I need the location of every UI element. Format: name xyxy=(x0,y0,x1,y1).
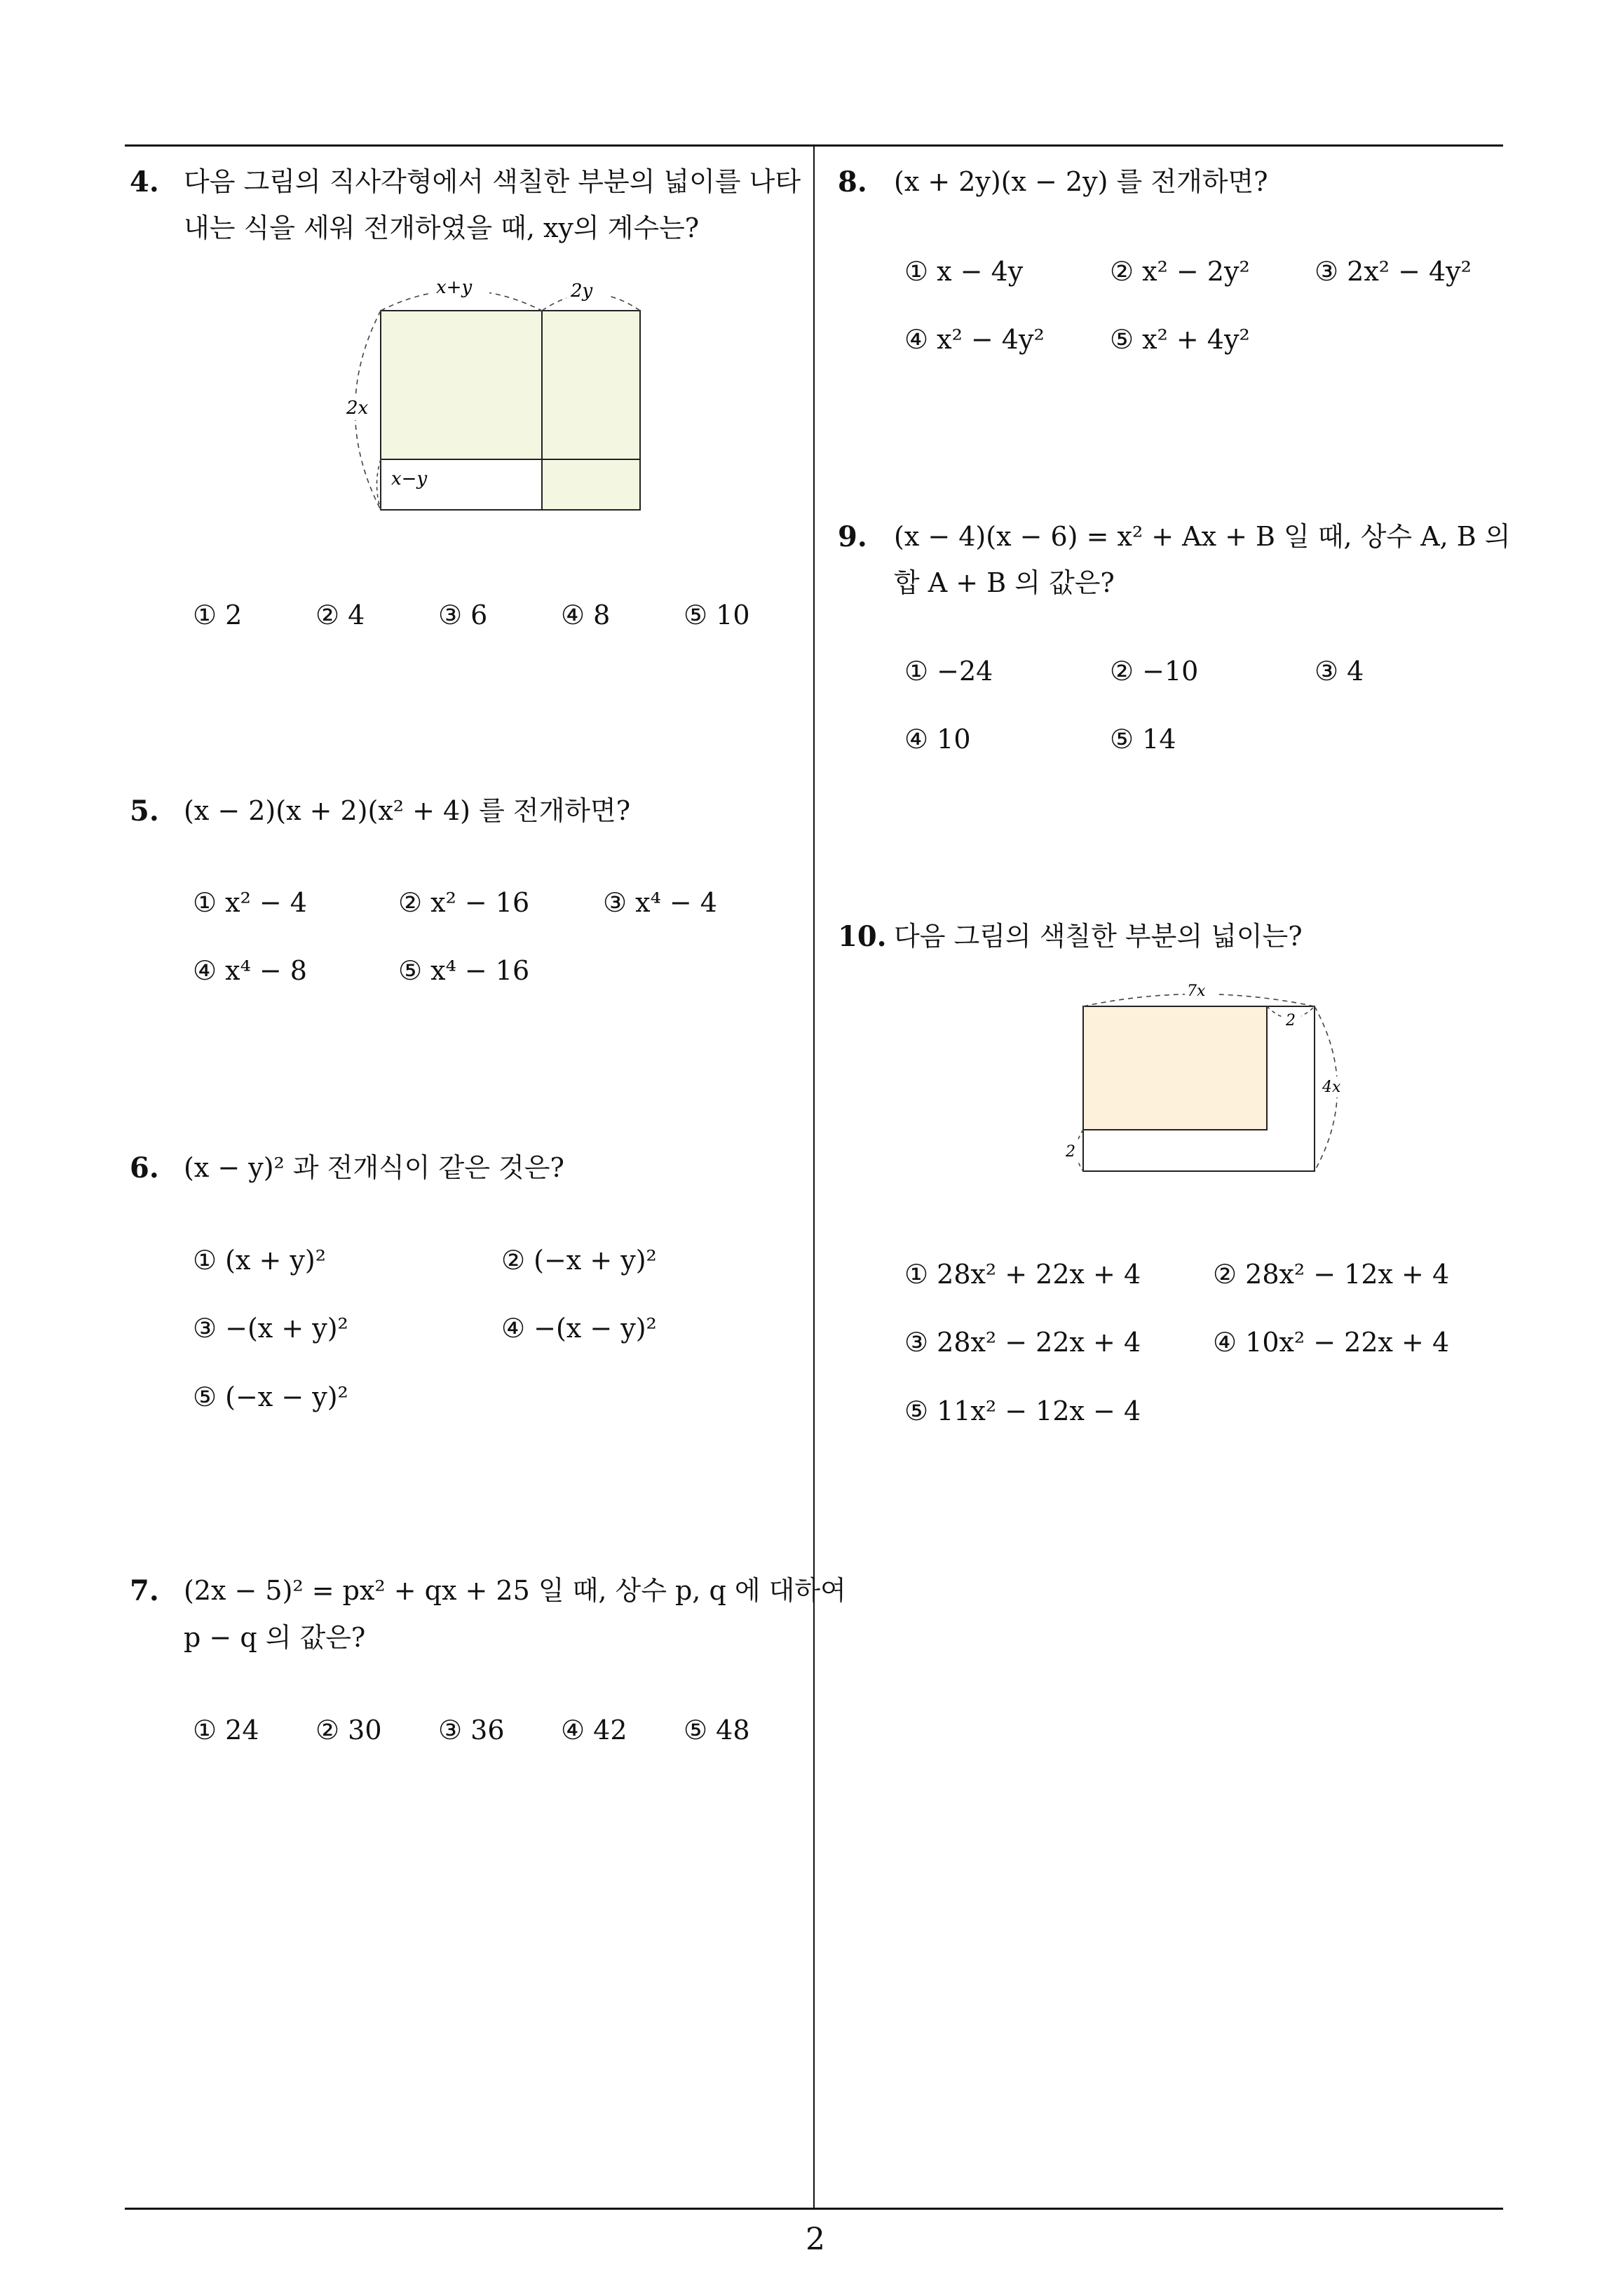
label-2y: 2y xyxy=(571,281,593,302)
shaded-region xyxy=(542,311,640,510)
question-text-line: (x − 2)(x + 2)(x² + 4) 를 전개하면? xyxy=(184,795,631,826)
question-number: 9. xyxy=(838,520,867,553)
choice-1[interactable]: ① (x + y)² xyxy=(193,1245,326,1276)
question-number: 5. xyxy=(130,795,159,828)
choice-5[interactable]: ⑤ 14 xyxy=(1110,724,1176,755)
choice-2[interactable]: ② x² − 2y² xyxy=(1110,256,1250,287)
label-2x: 2x xyxy=(346,398,369,419)
choice-1[interactable]: ① 24 xyxy=(193,1715,259,1745)
question-text-line: (x − 4)(x − 6) = x² + Ax + B 일 때, 상수 A, B 의 xyxy=(894,521,1511,552)
shaded-region xyxy=(1083,1006,1267,1130)
choice-3[interactable]: ③ 2x² − 4y² xyxy=(1315,256,1472,287)
choice-4[interactable]: ④ 10x² − 22x + 4 xyxy=(1213,1327,1450,1358)
choice-2[interactable]: ② (−x + y)² xyxy=(501,1245,657,1276)
choice-5[interactable]: ⑤ 11x² − 12x − 4 xyxy=(904,1396,1141,1426)
choice-2[interactable]: ② 4 xyxy=(315,600,365,630)
choice-3[interactable]: ③ −(x + y)² xyxy=(193,1313,348,1344)
question-text-line: 합 A + B 의 값은? xyxy=(894,567,1115,598)
label-2-left: 2 xyxy=(1066,1143,1075,1161)
choice-4[interactable]: ④ 10 xyxy=(904,724,971,755)
question-number: 4. xyxy=(130,166,159,198)
label-x-minus-y: x−y xyxy=(391,468,428,489)
choice-5[interactable]: ⑤ 48 xyxy=(684,1715,750,1745)
choice-1[interactable]: ① x² − 4 xyxy=(193,887,307,918)
choice-4[interactable]: ④ x⁴ − 8 xyxy=(193,955,307,986)
choice-5[interactable]: ⑤ x² + 4y² xyxy=(1110,324,1250,355)
question-text-line: p − q 의 값은? xyxy=(184,1622,366,1653)
column-divider xyxy=(813,144,815,2209)
area-figure xyxy=(1052,971,1388,1189)
choice-3[interactable]: ③ 28x² − 22x + 4 xyxy=(904,1327,1141,1358)
choice-3[interactable]: ③ 4 xyxy=(1315,656,1364,687)
choice-1[interactable]: ① 28x² + 22x + 4 xyxy=(904,1259,1141,1290)
rectangle-figure xyxy=(330,270,652,515)
choice-3[interactable]: ③ 36 xyxy=(438,1715,505,1745)
question-number: 7. xyxy=(130,1574,159,1607)
choice-2[interactable]: ② x² − 16 xyxy=(398,887,530,918)
choice-4[interactable]: ④ −(x − y)² xyxy=(501,1313,657,1344)
question-number: 6. xyxy=(130,1152,159,1184)
choice-2[interactable]: ② −10 xyxy=(1110,656,1199,687)
choice-4[interactable]: ④ x² − 4y² xyxy=(904,324,1045,355)
question-text-line: 다음 그림의 색칠한 부분의 넓이는? xyxy=(894,921,1303,952)
question-text-line: 내는 식을 세워 전개하였을 때, xy의 계수는? xyxy=(184,212,700,243)
label-x-plus-y: x+y xyxy=(436,277,473,298)
label-2-top: 2 xyxy=(1286,1012,1296,1029)
choice-1[interactable]: ① −24 xyxy=(904,656,993,687)
choice-2[interactable]: ② 30 xyxy=(315,1715,382,1745)
label-7x: 7x xyxy=(1187,982,1206,1000)
shaded-region xyxy=(381,311,542,459)
bottom-rule xyxy=(125,2208,1503,2210)
choice-1[interactable]: ① 2 xyxy=(193,600,243,630)
choice-5[interactable]: ⑤ (−x − y)² xyxy=(193,1382,348,1412)
label-4x: 4x xyxy=(1322,1079,1341,1096)
page-number: 2 xyxy=(806,2222,825,2257)
choice-5[interactable]: ⑤ 10 xyxy=(684,600,750,630)
question-text-line: (x − y)² 과 전개식이 같은 것은? xyxy=(184,1152,564,1183)
question-text-line: 다음 그림의 직사각형에서 색칠한 부분의 넓이를 나타 xyxy=(184,166,801,197)
question-number: 10. xyxy=(838,920,887,953)
question-number: 8. xyxy=(838,166,867,198)
choice-5[interactable]: ⑤ x⁴ − 16 xyxy=(398,955,530,986)
choice-1[interactable]: ① x − 4y xyxy=(904,256,1024,287)
question-text-line: (2x − 5)² = px² + qx + 25 일 때, 상수 p, q 에 대하여 xyxy=(184,1575,846,1606)
choice-2[interactable]: ② 28x² − 12x + 4 xyxy=(1213,1259,1450,1290)
choice-3[interactable]: ③ 6 xyxy=(438,600,488,630)
choice-4[interactable]: ④ 8 xyxy=(561,600,611,630)
choice-3[interactable]: ③ x⁴ − 4 xyxy=(603,887,717,918)
question-text-line: (x + 2y)(x − 2y) 를 전개하면? xyxy=(894,166,1268,197)
choice-4[interactable]: ④ 42 xyxy=(561,1715,627,1745)
